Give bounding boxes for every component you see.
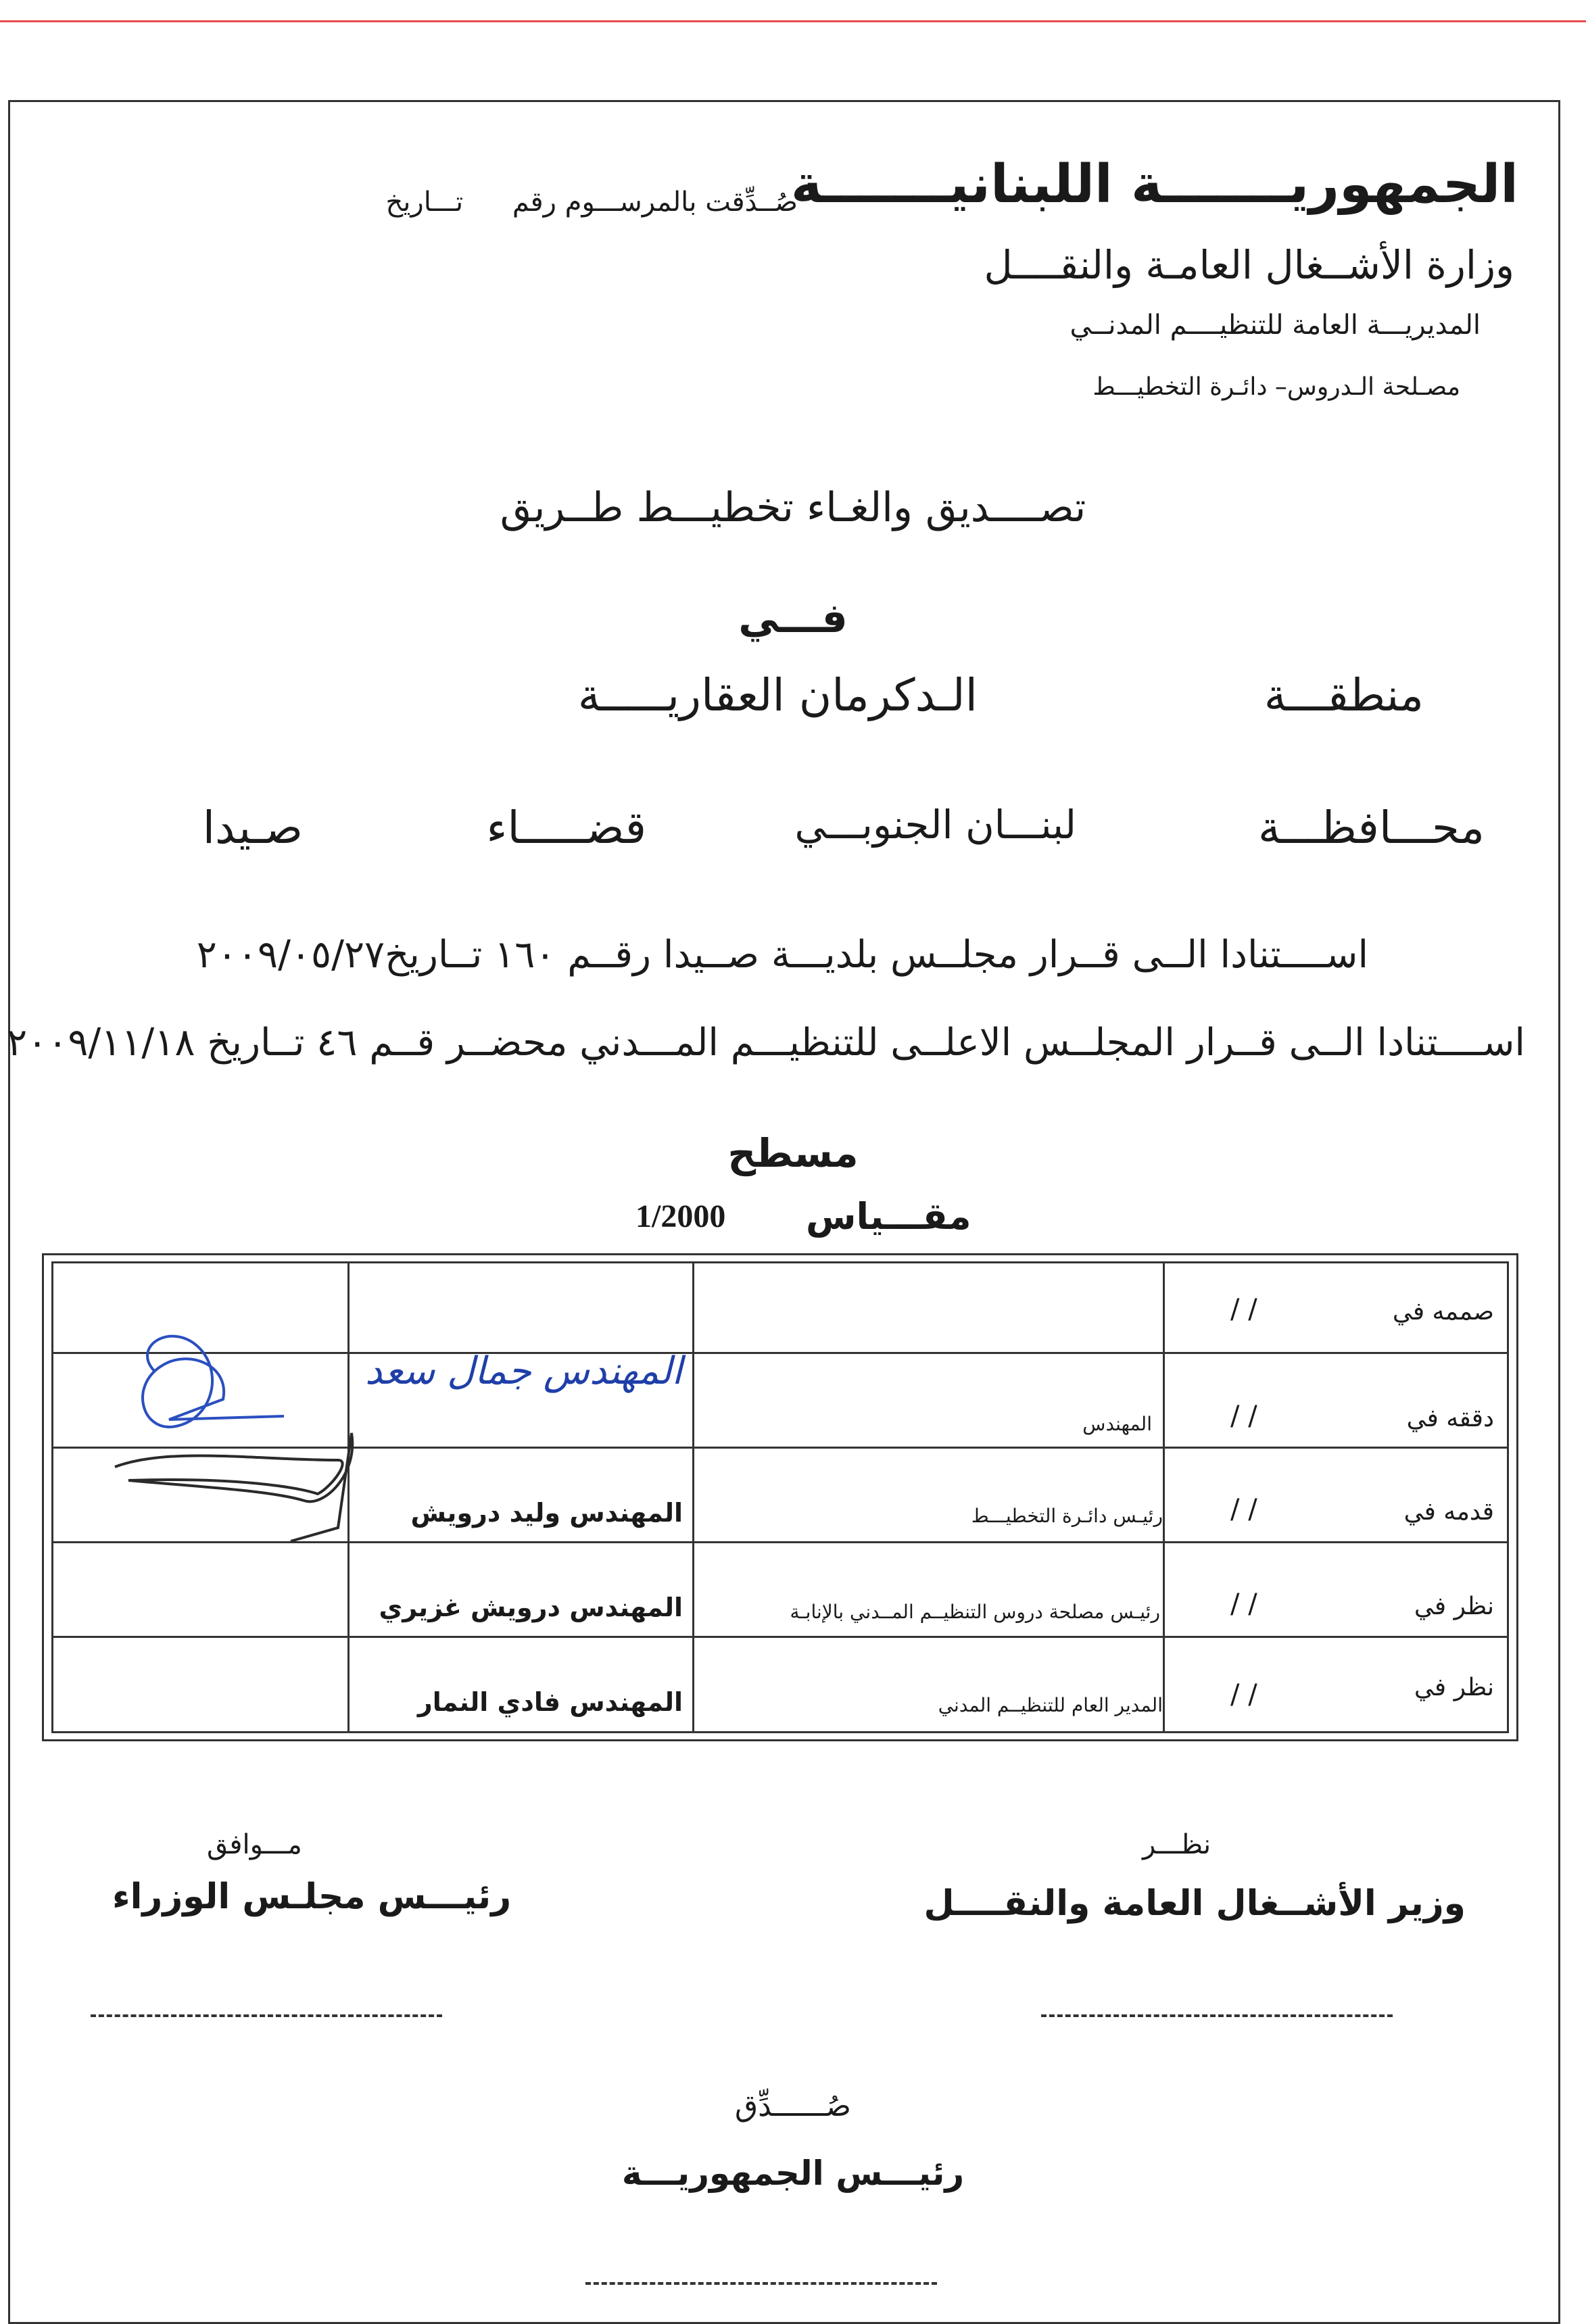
handwritten-name: المهندس جمال سعد	[365, 1349, 683, 1393]
department-heading: مصـلحة الـدروس– دائـرة التخطيـــط	[1092, 373, 1460, 401]
president-title: رئيـــس الجمهوريـــة	[621, 2154, 965, 2193]
table-row-name: المهندس درويش غزيري	[379, 1593, 683, 1622]
signature-line-president	[585, 2282, 937, 2285]
ministry-heading: وزارة الأشــغال العامـة والنقــــل	[984, 242, 1514, 288]
agreed-label: مـــوافق	[207, 1829, 302, 1860]
plan-title: مسطح	[727, 1130, 859, 1176]
directorate-heading: المديريـــة العامة للتنظيــــم المدنــي	[1070, 310, 1481, 341]
governorate-value: لبنـــان الجنوبـــي	[794, 802, 1076, 848]
table-row-stage: نظر في	[1414, 1674, 1494, 1701]
minister-title: وزير الأشــغال العامة والنقــــل	[923, 1883, 1466, 1924]
table-col-divider	[692, 1261, 694, 1733]
table-row-title: رئيـس مصلحة دروس التنظيــم المــدني بالإنابـة	[790, 1601, 1160, 1623]
region-value: الـدكرمان العقاريـــــة	[577, 669, 978, 721]
table-col-divider	[1163, 1261, 1165, 1733]
governorate-label: محـــافظـــة	[1257, 802, 1485, 854]
table-row-title: المدير العام للتنظيــم المدني	[938, 1694, 1163, 1716]
decree-line	[243, 187, 798, 218]
table-row-stage: دققه في	[1406, 1405, 1494, 1432]
seen-label: نظـــر	[1143, 1829, 1211, 1860]
table-row-stage: صممه في	[1392, 1298, 1494, 1326]
table-row-date: / /	[1230, 1494, 1257, 1525]
title-in: فـــي	[738, 595, 848, 642]
region-label: منطقـــة	[1264, 669, 1424, 721]
table-row-divider	[51, 1636, 1509, 1638]
table-row-stage: نظر في	[1414, 1593, 1494, 1620]
table-row-date: / /	[1230, 1679, 1257, 1710]
document-title: تصــــديق والغـاء تخطيـــط طــريق	[500, 484, 1086, 531]
table-row-stage: قدمه في	[1403, 1498, 1494, 1526]
approved-label: صُــــــدِّق	[735, 2089, 851, 2123]
signature-icon	[101, 1325, 372, 1555]
table-row-date: / /	[1230, 1401, 1257, 1432]
table-row-name: المهندس فادي النمار	[417, 1687, 683, 1717]
top-rule	[0, 20, 1586, 22]
table-row-title: رئيـس دائـرة التخطيـــط	[971, 1505, 1163, 1527]
table-row-date: / /	[1230, 1589, 1257, 1620]
scale-value: 1/2000	[635, 1199, 726, 1234]
signature-line-pm	[91, 2014, 442, 2017]
decree-label: صُــدِّقت بالمرســـوم رقم	[512, 187, 798, 218]
district-label: قضـــــاء	[486, 802, 646, 854]
table-row-title: المهندس	[1082, 1413, 1152, 1435]
table-row-name: المهندس وليد درويش	[410, 1498, 683, 1528]
decree-date-label: تـــاريخ	[385, 187, 464, 218]
page-frame	[8, 100, 1560, 2324]
table-row-date: / /	[1230, 1294, 1257, 1325]
district-value: صـيدا	[202, 802, 303, 854]
basis-higher-council-decision: اســــتنادا الــى قــرار المجلــس الاعلــى للتنظيـــم المـــدني محضــر قــم ٤٦ تــاريخ ٢٠٠٩/١١/١٨	[7, 1021, 1525, 1065]
prime-minister-title: رئيـــس مجلـس الوزراء	[112, 1877, 512, 1917]
scale-label: مقـــياس	[806, 1195, 971, 1238]
republic-heading: الجمهوريـــــــة اللبنانيـــــــة	[790, 154, 1518, 215]
basis-municipal-decision: اســــتنادا الــى قــرار مجلــس بلديـــة صــيدا رقــم ١٦٠ تــاريخ٢٠٠٩/٠٥/٢٧	[196, 933, 1368, 977]
signature-line-minister	[1041, 2014, 1393, 2017]
